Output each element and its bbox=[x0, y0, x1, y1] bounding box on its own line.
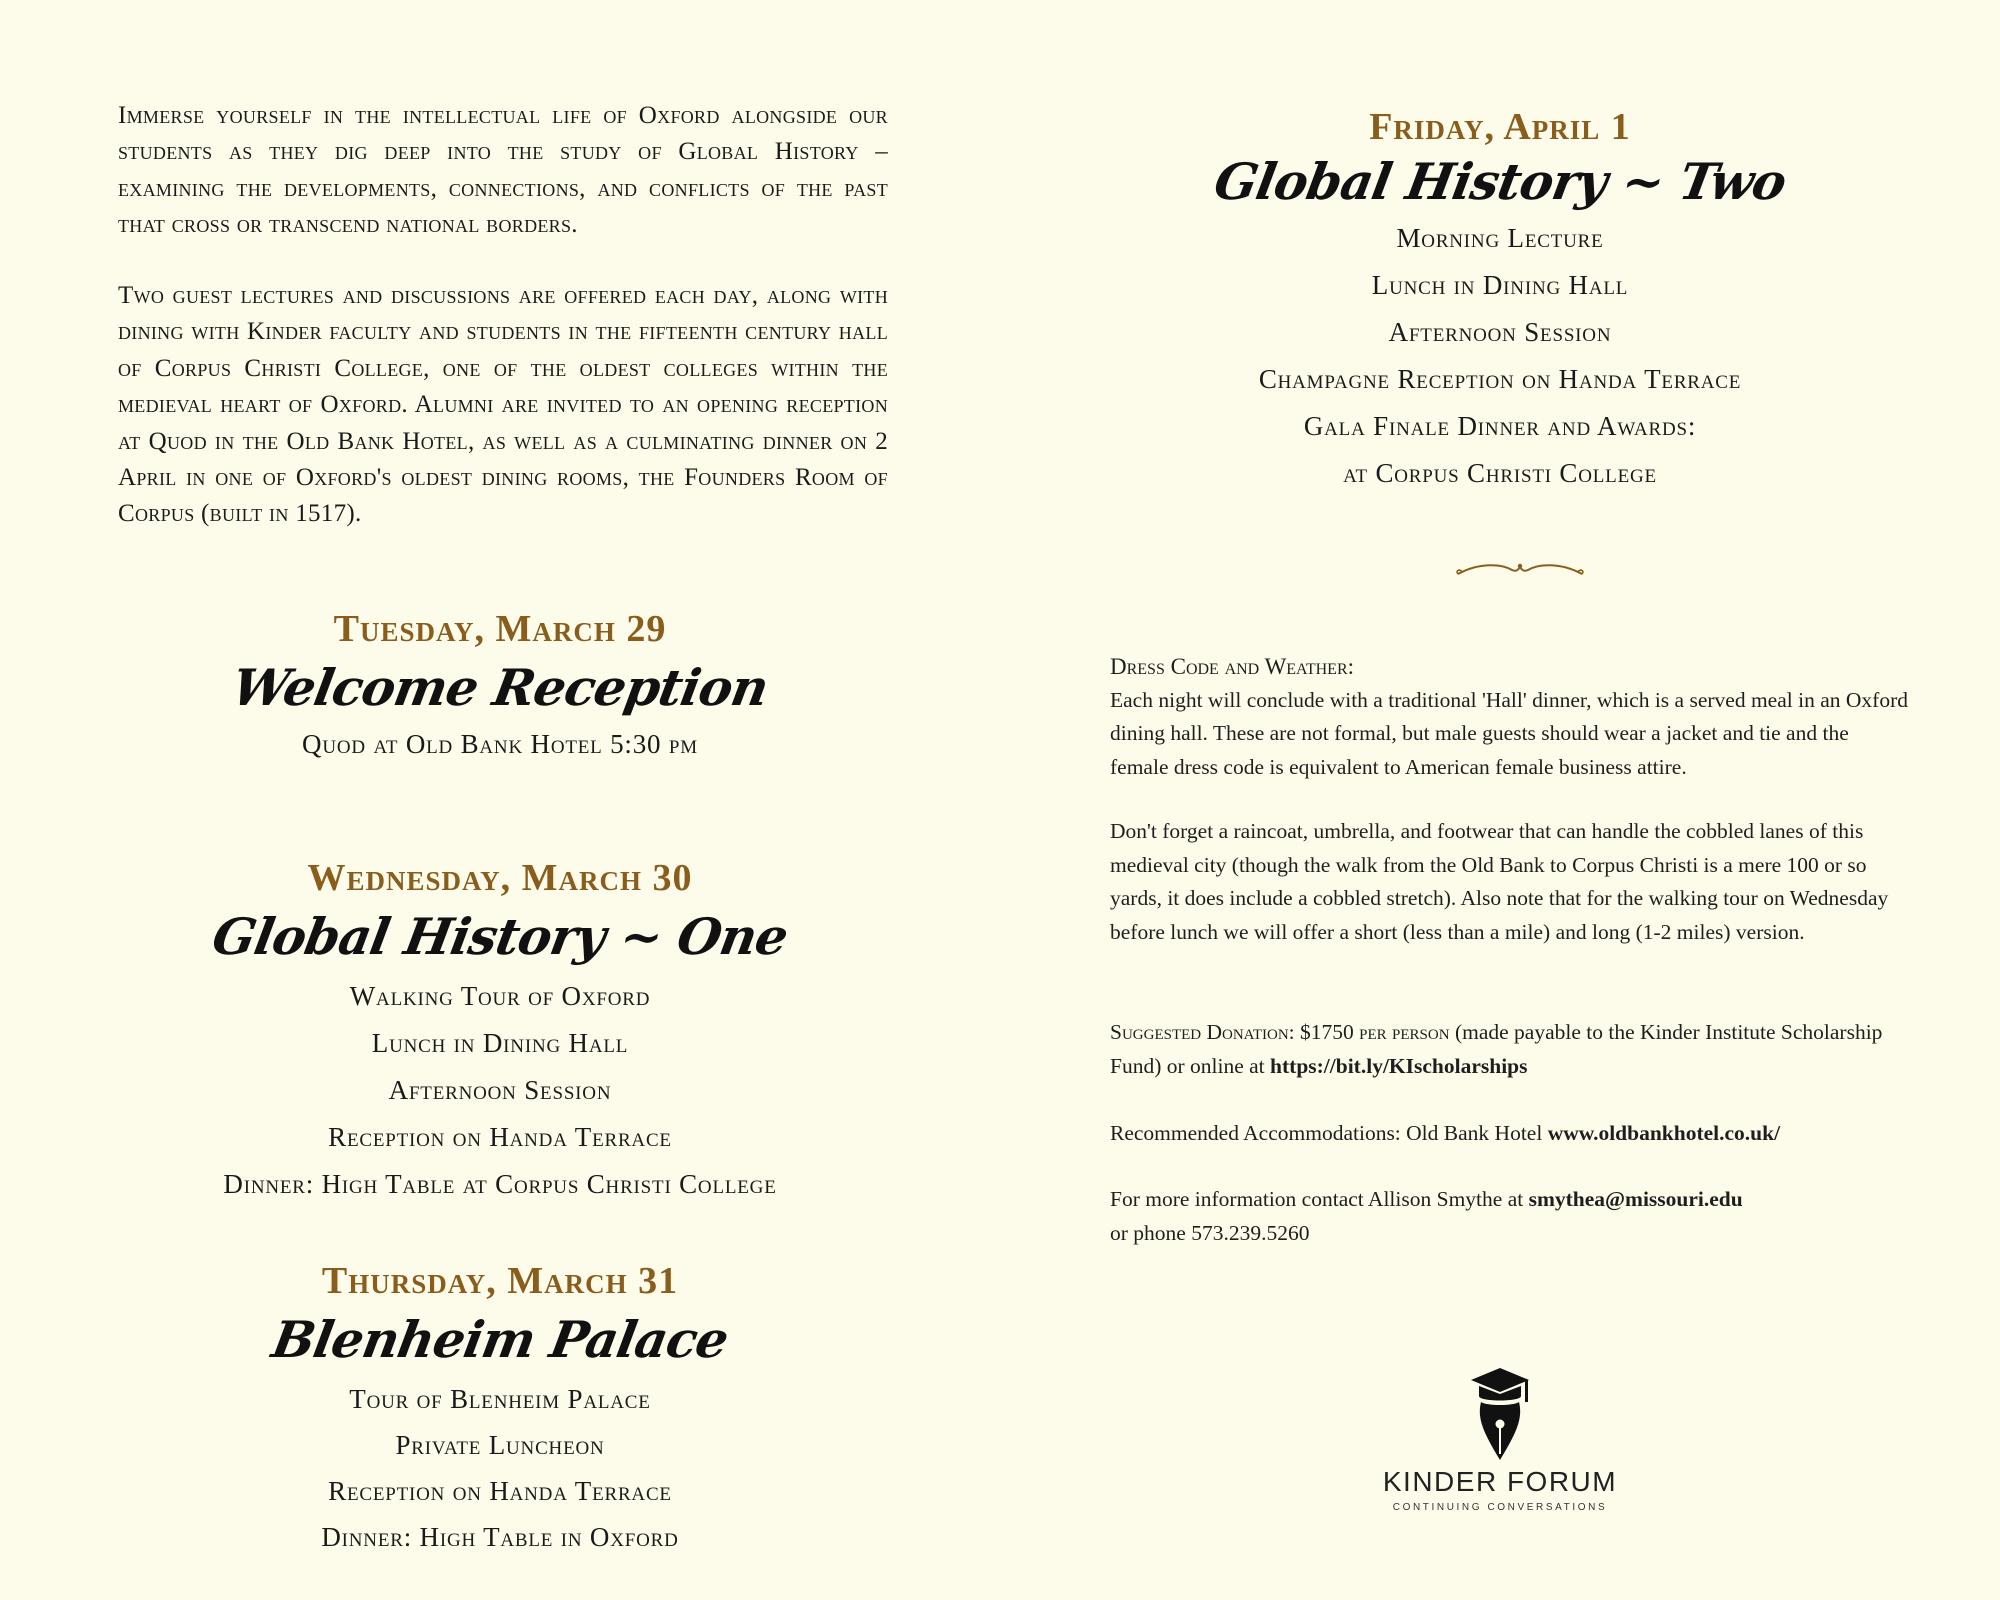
kinder-forum-logo bbox=[1340, 1366, 1660, 1513]
schedule-item: Reception on Handa Terrace bbox=[328, 1476, 672, 1506]
tuesday-section bbox=[0, 606, 1000, 764]
hotel-link[interactable]: www.oldbankhotel.co.uk/ bbox=[1547, 1121, 1781, 1145]
wednesday-section bbox=[0, 855, 1000, 1208]
tuesday-heading: Tuesday, March 29 bbox=[333, 608, 667, 650]
donation-label: Suggested Donation: $1750 per person bbox=[1110, 1020, 1450, 1044]
contact-phone: or phone 573.239.5260 bbox=[1110, 1220, 1310, 1245]
donation-link[interactable]: https://bit.ly/KIscholarships bbox=[1270, 1053, 1528, 1078]
donation-block bbox=[1110, 1016, 1910, 1083]
schedule-item: Lunch in Dining Hall bbox=[1371, 270, 1629, 300]
schedule-item: Lunch in Dining Hall bbox=[371, 1028, 629, 1058]
dress-code-block bbox=[1110, 650, 1910, 784]
schedule-item: Dinner: High Table in Oxford bbox=[321, 1522, 679, 1552]
accommodations-block bbox=[1110, 1117, 1910, 1151]
wednesday-schedule bbox=[0, 973, 1000, 1208]
tuesday-venue: Quod at Old Bank Hotel 5:30 pm bbox=[302, 729, 698, 759]
friday-heading: Friday, April 1 bbox=[1369, 106, 1631, 148]
schedule-item: Walking Tour of Oxford bbox=[349, 981, 651, 1011]
thursday-section bbox=[0, 1258, 1000, 1560]
graduation-cap-pen-nib-icon bbox=[1469, 1366, 1531, 1462]
right-page bbox=[1000, 0, 2000, 1600]
friday-schedule bbox=[1000, 215, 2000, 497]
schedule-item: Afternoon Session bbox=[388, 1075, 612, 1105]
contact-line bbox=[1110, 1183, 1910, 1217]
intro-paragraph-1: Immerse yourself in the intellectual life of Oxford alongside our students as they dig deep into the study of Global History – examining the developments, connections, and conflicts of the past that cross or transcend national borders. bbox=[118, 102, 888, 239]
schedule-item: Dinner: High Table at Corpus Christi College bbox=[223, 1169, 777, 1199]
contact-text: For more information contact Allison Smythe at bbox=[1110, 1187, 1529, 1211]
flourish-divider-icon bbox=[1450, 556, 1590, 586]
schedule-item: Champagne Reception on Handa Terrace bbox=[1258, 364, 1742, 394]
dress-code-text: Each night will conclude with a traditional 'Hall' dinner, which is a served meal in an Oxford dining hall. These are not formal, but male guests should wear a jacket and tie and the female dress code is equivalent to American female business attire. bbox=[1110, 687, 1908, 779]
wednesday-title: Global History ~ One bbox=[208, 907, 793, 966]
friday-title: Global History ~ Two bbox=[1209, 152, 1791, 211]
schedule-item: Private Luncheon bbox=[395, 1430, 605, 1460]
friday-section bbox=[1000, 105, 2000, 497]
accommodations-label: Recommended Accommodations: Old Bank Hotel bbox=[1110, 1121, 1548, 1145]
schedule-item: Gala Finale Dinner and Awards: bbox=[1303, 411, 1697, 441]
thursday-schedule bbox=[0, 1376, 1000, 1560]
schedule-item: Reception on Handa Terrace bbox=[328, 1122, 672, 1152]
schedule-item: at Corpus Christi College bbox=[1343, 458, 1657, 488]
schedule-item: Tour of Blenheim Palace bbox=[349, 1384, 651, 1414]
weather-text: Don't forget a raincoat, umbrella, and footwear that can handle the cobbled lanes of this medieval city (though the walk from the Old Bank to Corpus Christi is a mere 100 or so yards, it does include a cobbled stretch). Also note that for the walking tour on Wednesday before lunch we will offer a short (less than a mile) and long (1-2 miles) version. bbox=[1110, 819, 1889, 944]
intro-paragraph-2: Two guest lectures and discussions are offered each day, along with dining with Kinder faculty and students in the fifteenth century hall of Corpus Christi College, one of the oldest colleges within the medieval heart of Oxford. Alumni are invited to an opening reception at Quod in the Old Bank Hotel, as well as a culminating dinner on 2 April in one of Oxford's oldest dining rooms, the Founders Room of Corpus (built in 1517). bbox=[118, 282, 888, 528]
logo-name: KINDER FORUM bbox=[1382, 1466, 1618, 1497]
wednesday-heading: Wednesday, March 30 bbox=[307, 857, 693, 899]
tuesday-title: Welcome Reception bbox=[227, 658, 773, 717]
contact-email-link[interactable]: smythea@missouri.edu bbox=[1528, 1187, 1743, 1211]
logo-tagline: CONTINUING CONVERSATIONS bbox=[1392, 1502, 1608, 1513]
schedule-item: Morning Lecture bbox=[1396, 223, 1604, 253]
dress-code-heading: Dress Code and Weather: bbox=[1110, 654, 1355, 679]
contact-block bbox=[1110, 1183, 1910, 1250]
thursday-heading: Thursday, March 31 bbox=[321, 1260, 679, 1302]
schedule-item: Afternoon Session bbox=[1388, 317, 1612, 347]
thursday-title: Blenheim Palace bbox=[267, 1310, 733, 1369]
donation-text: (made payable to the Kinder Institute Scholarship Fund) or online at bbox=[1110, 1020, 1883, 1078]
